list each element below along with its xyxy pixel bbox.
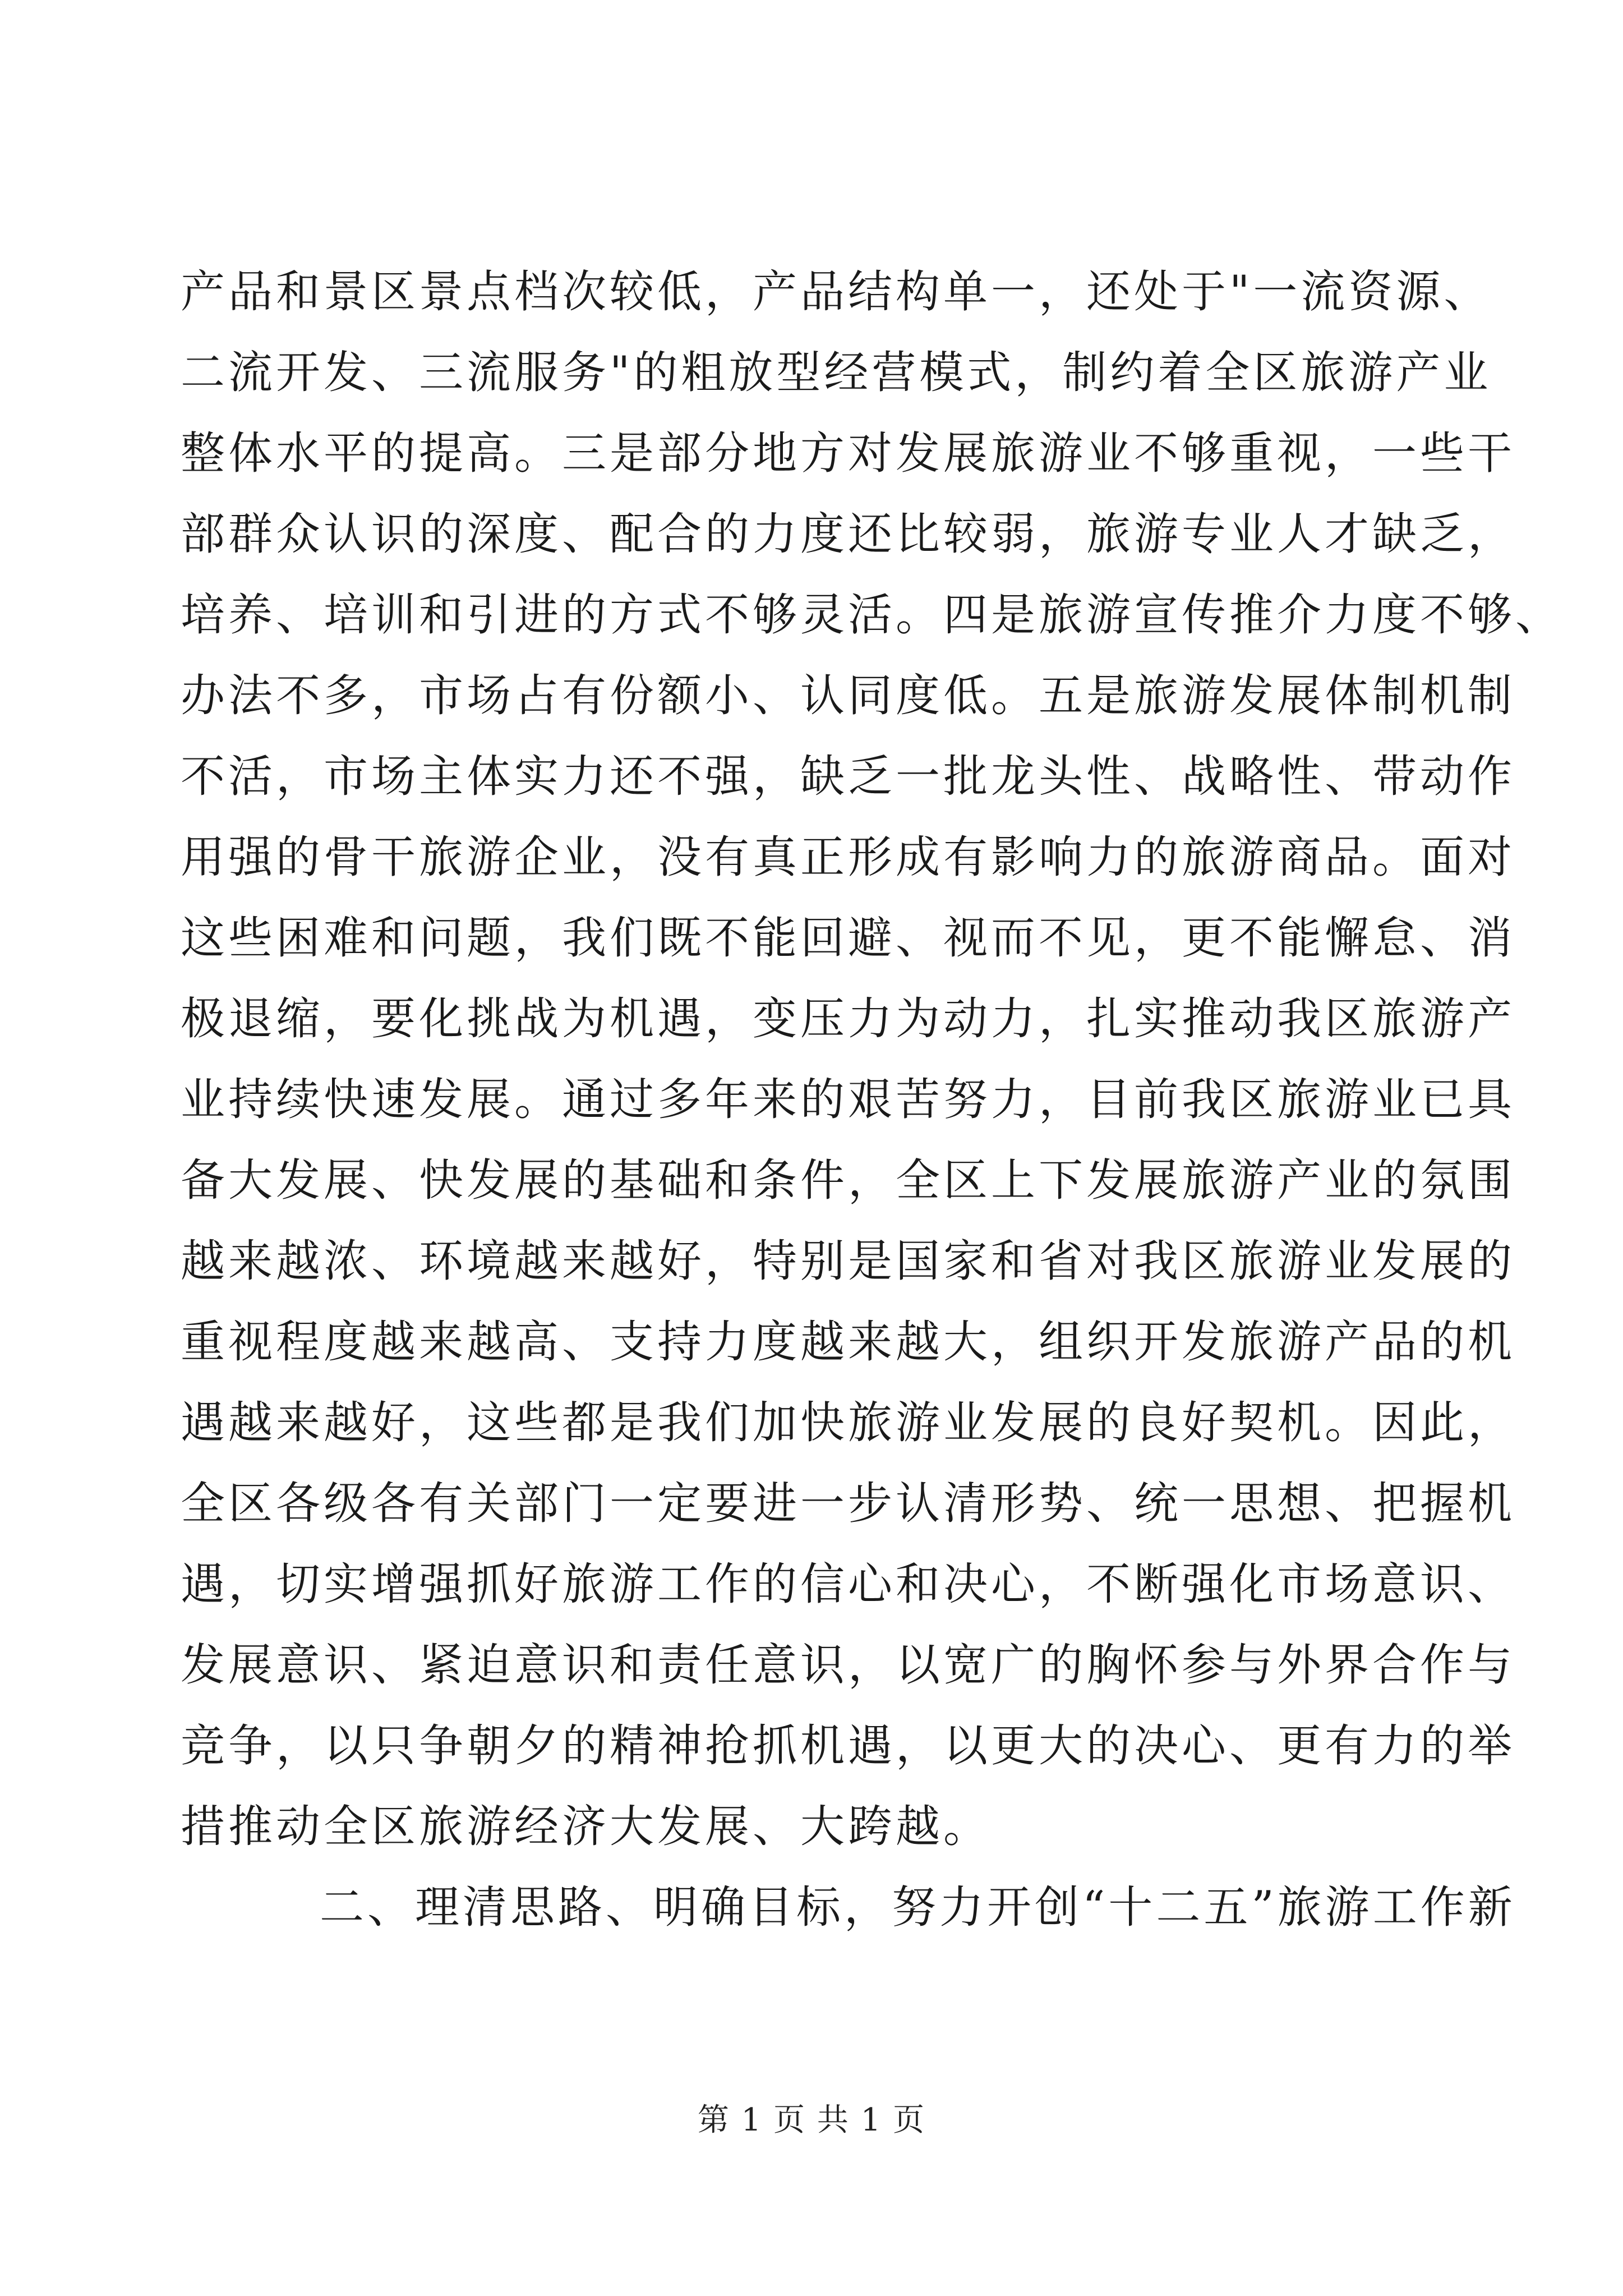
- text-line: 办法不多，市场占有份额小、认同度低。五是旅游发展体制机制: [181, 670, 1515, 721]
- text-line: 二流开发、三流服务"的粗放型经营模式，制约着全区旅游产业: [181, 347, 1492, 398]
- text-line: 遇越来越好，这些都是我们加快旅游业发展的良好契机。因此，: [181, 1397, 1515, 1448]
- text-line: 措推动全区旅游经济大发展、大跨越。: [181, 1801, 991, 1852]
- text-line: 竞争，以只争朝夕的精神抢抓机遇，以更大的决心、更有力的举: [181, 1720, 1515, 1772]
- section-heading: 二、理清思路、明确目标，努力开创“十二五”旅游工作新: [320, 1881, 1516, 1933]
- text-line: 极退缩，要化挑战为机遇，变压力为动力，扎实推动我区旅游产: [181, 993, 1515, 1045]
- text-line: 培养、培训和引进的方式不够灵活。四是旅游宣传推介力度不够、: [181, 589, 1563, 641]
- body-text: [181, 251, 1563, 1948]
- page-footer: 第 1 页 共 1 页: [697, 2102, 926, 2138]
- text-line: 发展意识、紧迫意识和责任意识，以宽广的胸怀参与外界合作与: [181, 1639, 1515, 1691]
- text-line: 重视程度越来越高、支持力度越来越大，组织开发旅游产品的机: [181, 1316, 1515, 1368]
- text-line: 遇，切实增强抓好旅游工作的信心和决心，不断强化市场意识、: [181, 1558, 1515, 1610]
- text-line: 产品和景区景点档次较低，产品结构单一，还处于"一流资源、: [181, 266, 1492, 318]
- text-line: 这些困难和问题，我们既不能回避、视而不见，更不能懈怠、消: [181, 912, 1515, 964]
- text-line: 全区各级各有关部门一定要进一步认清形势、统一思想、把握机: [181, 1478, 1515, 1529]
- text-line: 越来越浓、环境越来越好，特别是国家和省对我区旅游业发展的: [181, 1235, 1515, 1287]
- text-line: 整体水平的提高。三是部分地方对发展旅游业不够重视，一些干: [181, 427, 1515, 479]
- text-line: 不活，市场主体实力还不强，缺乏一批龙头性、战略性、带动作: [181, 751, 1515, 802]
- text-line: 用强的骨干旅游企业，没有真正形成有影响力的旅游商品。面对: [181, 831, 1515, 883]
- text-line: 备大发展、快发展的基础和条件，全区上下发展旅游产业的氛围: [181, 1154, 1515, 1206]
- text-line: 业持续快速发展。通过多年来的艰苦努力，目前我区旅游业已具: [181, 1074, 1515, 1125]
- text-line: 部群众认识的深度、配合的力度还比较弱，旅游专业人才缺乏，: [181, 508, 1515, 560]
